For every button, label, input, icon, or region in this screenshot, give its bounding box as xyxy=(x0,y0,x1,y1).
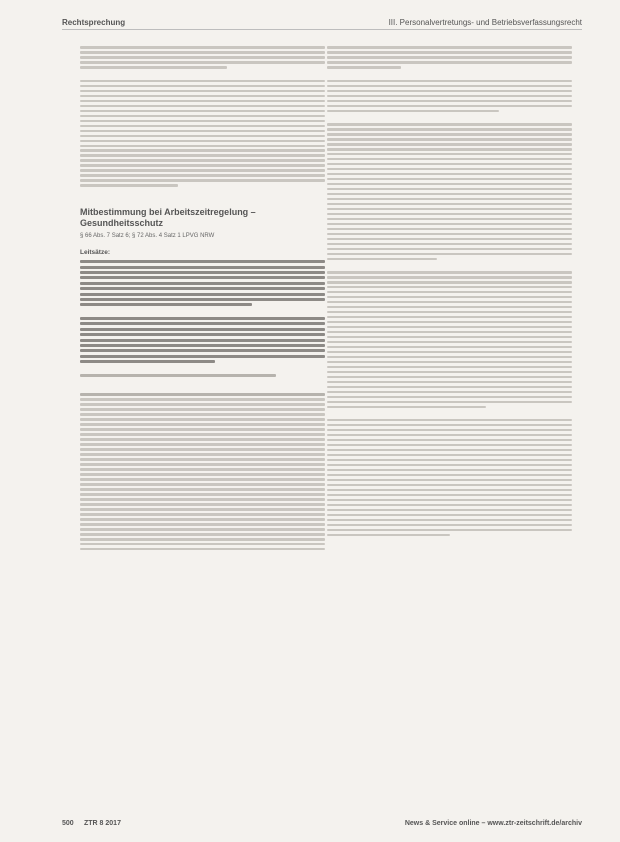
article-subheading: § 66 Abs. 7 Satz 6; § 72 Abs. 4 Satz 1 LPVG NRW xyxy=(80,233,215,240)
article-heading: Mitbestimmung bei Arbeitszeitregelung – Gesundheitsschutz xyxy=(80,207,256,229)
left-column xyxy=(80,44,325,553)
header-chapter-title: III. Personalvertretungs- und Betriebsverfassungsrecht xyxy=(388,18,582,27)
reasons-text-block xyxy=(80,393,325,550)
footer-page-number: 500 xyxy=(62,819,74,827)
header-section-title: Rechtsprechung xyxy=(62,18,126,27)
leitsaetze-block xyxy=(80,260,325,376)
right-text-block xyxy=(327,46,572,536)
footer-journal-issue: ZTR 8 2017 xyxy=(84,819,121,827)
footer-archive-link[interactable]: News & Service online – www.ztr-zeitschrift.de/archiv xyxy=(404,819,582,827)
page-footer xyxy=(62,816,582,830)
leitsaetze-label: Leitsätze: xyxy=(80,248,110,256)
right-column xyxy=(327,44,572,539)
body-text-block xyxy=(80,46,325,187)
page-header xyxy=(62,10,582,30)
